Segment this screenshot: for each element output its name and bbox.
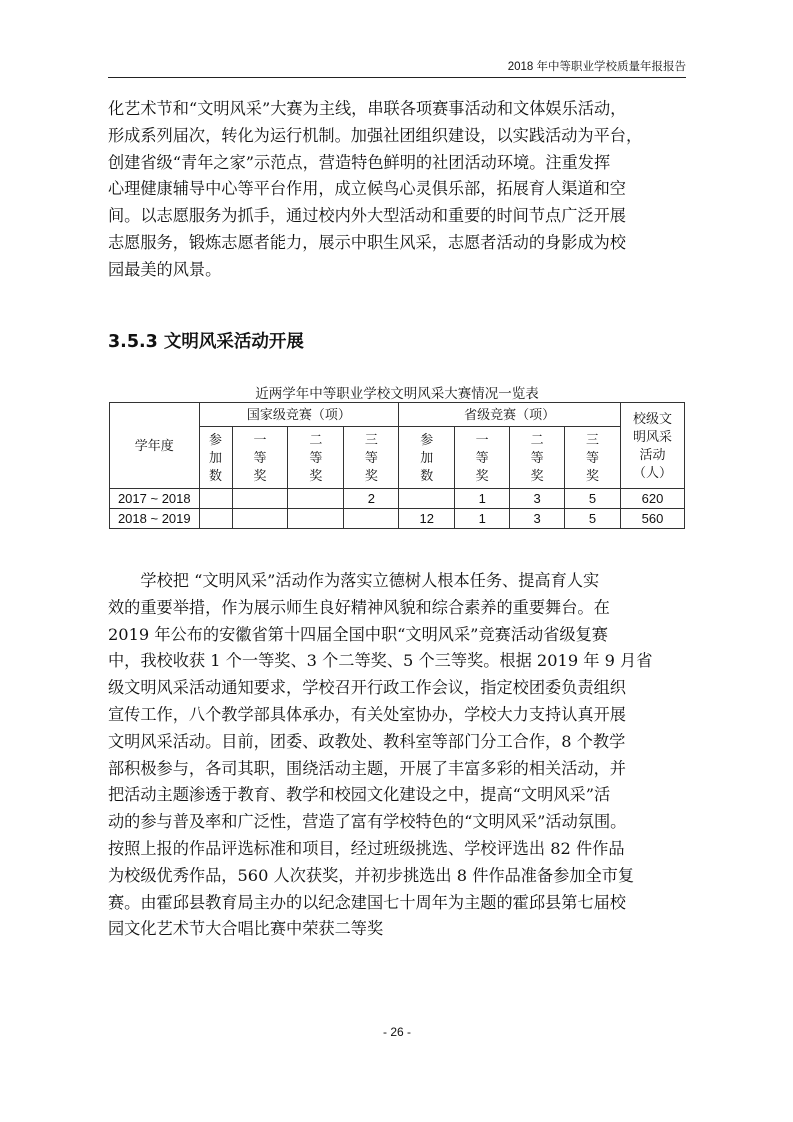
cell-nat-participate [199,509,232,529]
header-national: 国家级竞赛（项） [199,403,399,427]
cell-prov-first: 1 [455,509,510,529]
header-prov-first: 一等奖 [455,427,510,489]
header-nat-second: 二等奖 [288,427,344,489]
paragraph-line: 按照上报的作品评选标准和项目，经过班级挑选、学校评选出 82 件作品 [108,838,625,858]
table-row [110,509,685,529]
body-paragraph-2 [108,568,686,943]
paragraph-line: 2019 年公布的安徽省第十四届全国中职“文明风采”竞赛活动省级复赛 [108,624,608,644]
paragraph-line: 志愿服务，锻炼志愿者能力，展示中职生风采，志愿者活动的身影成为校 [108,232,626,252]
cell-nat-first [232,489,288,509]
header-provincial: 省级竞赛（项） [399,403,621,427]
cell-nat-first [232,509,288,529]
header-nat-participate: 参加数 [199,427,232,489]
header-nat-third: 三等奖 [344,427,399,489]
cell-prov-participate: 12 [399,509,455,529]
cell-school: 560 [620,509,684,529]
competition-table [109,402,685,529]
header-prov-second: 二等奖 [510,427,565,489]
paragraph-line: 为校级优秀作品，560 人次获奖，并初步挑选出 8 件作品准备参加全市复 [108,865,635,885]
header-nat-first: 一等奖 [232,427,288,489]
cell-nat-third: 2 [344,489,399,509]
cell-prov-second: 3 [510,489,565,509]
cell-year: 2018 ~ 2019 [110,509,200,529]
paragraph-line: 中，我校收获 1 个一等奖、3 个二等奖、5 个三等奖。根据 2019 年 9 月省 [108,651,653,671]
paragraph-line: 赛。由霍邱县教育局主办的以纪念建国七十周年为主题的霍邱县第七届校 [108,892,626,912]
cell-prov-third: 5 [565,509,621,529]
paragraph-line: 动的参与普及率和广泛性，营造了富有学校特色的“文明风采”活动氛围。 [108,812,627,832]
cell-prov-third: 5 [565,489,621,509]
header-divider [108,77,686,78]
paragraph-line: 学校把 “文明风采”活动作为落实立德树人根本任务、提高育人实 [140,571,600,590]
body-paragraph-1 [108,96,686,284]
cell-year: 2017 ~ 2018 [110,489,200,509]
paragraph-line: 把活动主题渗透于教育、教学和校园文化建设之中，提高“文明风采”活 [108,785,611,805]
paragraph-line: 心理健康辅导中心等平台作用，成立候鸟心灵俱乐部，拓展育人渠道和空 [108,179,626,199]
page-number: - 26 - [382,1025,411,1039]
header-prov-participate: 参加数 [399,427,455,489]
cell-prov-second: 3 [510,509,565,529]
table-row [110,489,685,509]
header-year: 学年度 [110,403,200,489]
paragraph-line: 效的重要举措，作为展示师生良好精神风貌和综合素养的重要舞台。在 [108,597,610,617]
paragraph-line: 园最美的风景。 [108,259,222,279]
paragraph-line: 文明风采活动。目前，团委、政教处、教科室等部门分工合作，8 个教学 [108,731,626,751]
cell-nat-participate [199,489,232,509]
cell-prov-participate [399,489,455,509]
paragraph-line: 部积极参与，各司其职，围绕活动主题，开展了丰富多彩的相关活动，并 [108,758,626,778]
cell-prov-first: 1 [455,489,510,509]
paragraph-line: 形成系列届次，转化为运行机制。加强社团组织建设，以实践活动为平台， [108,125,643,145]
paragraph-line: 创建省级“青年之家”示范点，营造特色鲜明的社团活动环境。注重发挥 [108,152,611,172]
paragraph-line: 宣传工作，八个教学部具体承办，有关处室协办，学校大力支持认真开展 [108,704,626,724]
cell-nat-second [288,489,344,509]
paragraph-line: 间。以志愿服务为抓手，通过校内外大型活动和重要的时间节点广泛开展 [108,206,626,226]
header-prov-third: 三等奖 [565,427,621,489]
paragraph-line: 园文化艺术节大合唱比赛中荣获二等奖 [108,919,384,939]
table-caption: 近两学年中等职业学校文明风采大赛情况一览表 [255,386,539,401]
section-heading: 3.5.3 文明风采活动开展 [108,332,304,352]
header-school: 校级文明风采活动（人） [620,403,684,489]
cell-nat-third [344,509,399,529]
paragraph-line: 级文明风采活动通知要求，学校召开行政工作会议，指定校团委负责组织 [108,678,626,698]
cell-school: 620 [620,489,684,509]
running-header: 2018 年中等职业学校质量年报报告 [507,61,686,73]
cell-nat-second [288,509,344,529]
paragraph-line: 化艺术节和“文明风采”大赛为主线，串联各项赛事活动和文体娱乐活动， [108,99,627,118]
